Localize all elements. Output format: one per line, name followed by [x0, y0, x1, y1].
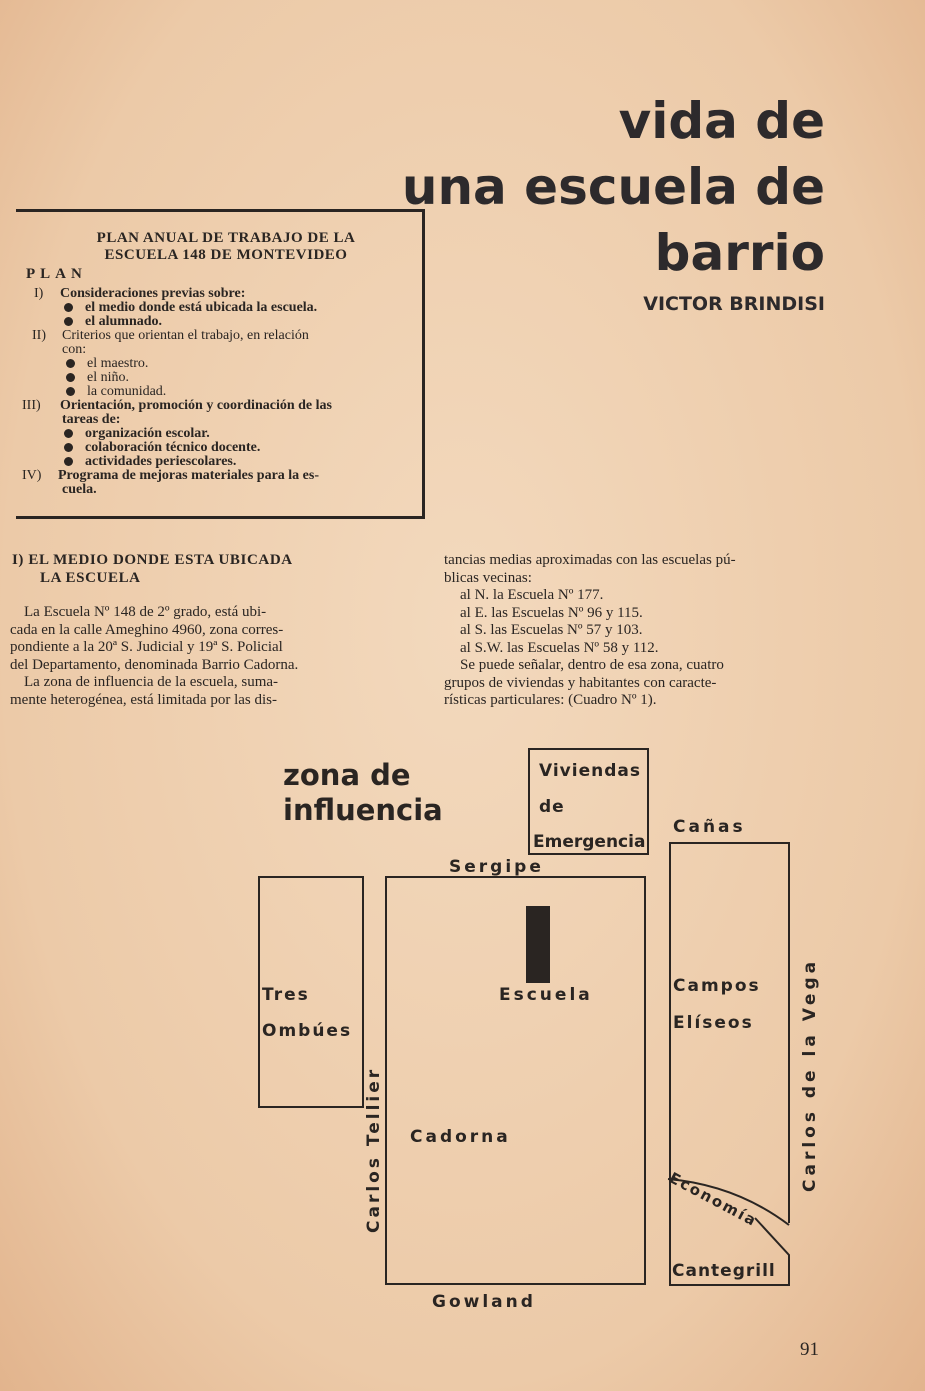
plan-item-1-bullet-1: el medio donde está ubicada la escuela. — [64, 301, 317, 315]
street-carlos-de-la-vega: Carlos de la Vega — [800, 957, 820, 1192]
viviendas-label-1: Viviendas — [539, 761, 641, 781]
plan-title-line-2: ESCUELA 148 DE MONTEVIDEO — [104, 247, 348, 263]
cantegrill-label: Cantegrill — [672, 1261, 776, 1281]
map-title-line-1: zona de — [283, 758, 411, 792]
plan-item-4-num: IV) — [22, 468, 42, 483]
title-line-2: una escuela de — [401, 158, 825, 216]
cadorna-label: Cadorna — [410, 1127, 511, 1147]
plan-item-3-bullet-3: actividades periescolares. — [64, 455, 236, 469]
plan-item-2-bullet-2: el niño. — [66, 371, 129, 385]
cadorna-block — [386, 877, 645, 1284]
tres-ombues-label-2: Ombúes — [262, 1021, 353, 1041]
plan-item-4-text: Programa de mejoras materiales para la es- — [58, 468, 319, 483]
school-building-icon — [526, 906, 550, 983]
left-line-1: La Escuela Nº 148 de 2º grado, está ubi- — [24, 604, 267, 620]
page-number: 91 — [800, 1339, 819, 1360]
plan-item-1-bullet-2: el alumnado. — [64, 315, 162, 329]
plan-item-1-text: Consideraciones previas sobre: — [60, 286, 246, 301]
plan-item-2-text: Criterios que orientan el trabajo, en relación — [62, 328, 309, 343]
viviendas-label-2: de — [539, 797, 565, 817]
left-line-2: cada en la calle Ameghino 4960, zona corres- — [10, 621, 284, 638]
right-line-9: rísticas particulares: (Cuadro Nº 1). — [444, 692, 657, 708]
plan-heading: PLAN — [26, 266, 87, 282]
plan-item-2-text2: con: — [62, 342, 87, 357]
plan-item-1-num: I) — [34, 286, 44, 301]
street-economia: Economía — [666, 1168, 761, 1231]
plan-item-2-bullet-1: el maestro. — [66, 357, 148, 371]
tres-ombues-label-1: Tres — [262, 985, 310, 1005]
left-line-5: La zona de influencia de la escuela, suma- — [24, 674, 279, 690]
left-line-3: pondiente a la 20ª S. Judicial y 19ª S. Policial — [10, 639, 283, 655]
section-heading-line-2: LA ESCUELA — [40, 570, 141, 586]
campos-eliseos-label-1: Campos — [673, 976, 761, 996]
viviendas-label-3: Emergencia — [533, 832, 646, 852]
street-canas: Cañas — [673, 817, 746, 837]
right-line-8: grupos de viviendas y habitantes con caracte- — [444, 674, 717, 691]
map-title-line-2: influencia — [283, 793, 443, 827]
right-line-5: al S. las Escuelas Nº 57 y 103. — [460, 622, 643, 638]
left-line-6: mente heterogénea, está limitada por las dis- — [10, 691, 277, 708]
right-line-6: al S.W. las Escuelas Nº 58 y 112. — [460, 639, 659, 656]
plan-item-2-bullet-3: la comunidad. — [66, 385, 166, 399]
plan-item-3-text2: tareas de: — [62, 412, 121, 427]
plan-item-3-bullet-1: organización escolar. — [64, 427, 210, 441]
title-line-1: vida de — [618, 92, 825, 150]
left-line-4: del Departamento, denominada Barrio Cadorna. — [10, 656, 299, 673]
right-line-4: al E. las Escuelas Nº 96 y 115. — [460, 604, 643, 621]
campos-eliseos-block — [670, 843, 789, 1223]
right-line-2: blicas vecinas: — [444, 569, 532, 586]
right-line-1: tancias medias aproximadas con las escuelas pú- — [444, 552, 736, 568]
plan-item-3-bullet-2: colaboración técnico docente. — [64, 441, 260, 455]
author-name: VICTOR BRINDISI — [643, 293, 825, 315]
title-line-3: barrio — [654, 224, 825, 282]
right-line-7: Se puede señalar, dentro de esa zona, cuatro — [460, 657, 724, 673]
plan-title-line-1: PLAN ANUAL DE TRABAJO DE LA — [96, 230, 356, 246]
plan-item-3-num: III) — [22, 398, 41, 413]
plan-item-2-num: II) — [32, 328, 46, 343]
plan-item-3-text: Orientación, promoción y coordinación de las — [60, 398, 332, 413]
campos-eliseos-label-2: Elíseos — [673, 1013, 754, 1033]
section-heading-line-1: I) EL MEDIO DONDE ESTA UBICADA — [12, 552, 293, 568]
plan-item-4-text2: cuela. — [62, 482, 97, 497]
right-line-3: al N. la Escuela Nº 177. — [460, 587, 604, 603]
street-carlos-tellier: Carlos Tellier — [364, 1066, 384, 1233]
escuela-label: Escuela — [499, 985, 593, 1005]
street-gowland: Gowland — [432, 1292, 536, 1312]
street-sergipe: Sergipe — [449, 857, 544, 877]
